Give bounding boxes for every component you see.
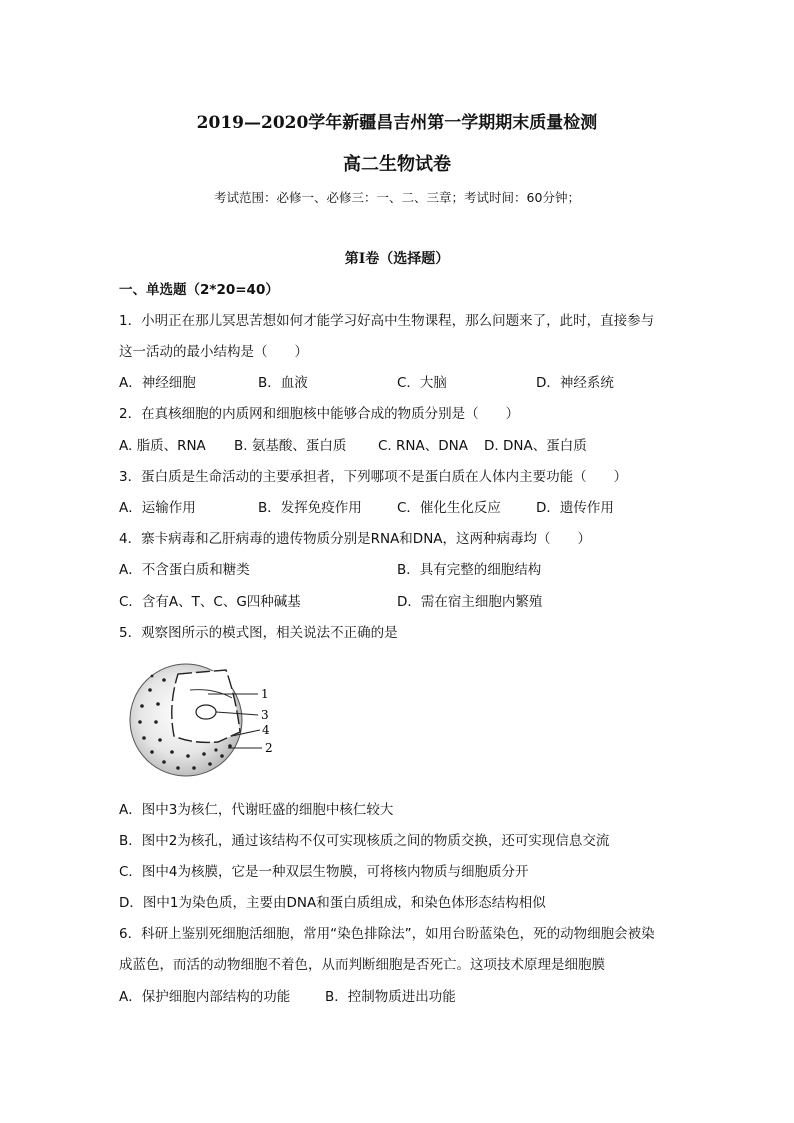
question-2-option-c: C. RNA、DNA (378, 438, 468, 454)
question-2-option-d: D. DNA、蛋白质 (484, 438, 587, 454)
exam-title: 2019—2020学年新疆昌吉州第一学期期末质量检测 (196, 113, 598, 133)
question-5-stem: 5．观察图所示的模式图，相关说法不正确的是 (119, 625, 398, 641)
question-6-stem-line-1: 6．科研上鉴别死细胞活细胞，常用“染色排除法”，如用台盼蓝染色，死的动物细胞会被染 (119, 926, 655, 942)
question-2-stem: 2．在真核细胞的内质网和细胞核中能够合成的物质分别是（ ） (119, 406, 520, 422)
section-title: 一、单选题（2*20=40） (119, 282, 279, 298)
question-3-option-b: B．发挥免疫作用 (258, 500, 362, 516)
question-6-option-b: B．控制物质进出功能 (325, 989, 456, 1005)
nucleus-diagram (128, 660, 288, 780)
exam-info: 考试范围：必修一、必修三：一、二、三章；考试时间：60分钟； (214, 190, 580, 205)
question-4-option-b: B．具有完整的细胞结构 (397, 562, 542, 578)
label-1: 1 (261, 687, 269, 701)
question-5-option-a: A．图中3为核仁，代谢旺盛的细胞中核仁较大 (119, 802, 394, 818)
question-1-option-a: A．神经细胞 (119, 375, 196, 391)
exam-subtitle: 高二生物试卷 (343, 154, 451, 175)
question-5-option-d: D．图中1为染色质，主要由DNA和蛋白质组成，和染色体形态结构相似 (119, 895, 546, 911)
question-5-option-b: B．图中2为核孔，通过该结构不仅可实现核质之间的物质交换，还可实现信息交流 (119, 833, 610, 849)
question-3-option-a: A．运输作用 (119, 500, 196, 516)
question-6-stem-line-2: 成蓝色，而活的动物细胞不着色，从而判断细胞是否死亡。这项技术原理是细胞膜 (119, 957, 605, 973)
question-1-option-b: B．血液 (258, 375, 308, 391)
question-5-option-c: C．图中4为核膜，它是一种双层生物膜，可将核内物质与细胞质分开 (119, 864, 529, 880)
question-1-option-c: C．大脑 (397, 375, 447, 391)
question-4-option-c: C．含有A、T、C、G四种碱基 (119, 594, 301, 610)
question-2-option-b: B. 氨基酸、蛋白质 (234, 438, 347, 454)
label-4: 4 (262, 723, 270, 737)
question-4-stem: 4．寨卡病毒和乙肝病毒的遗传物质分别是RNA和DNA，这两种病毒均（ ） (119, 531, 592, 547)
label-2: 2 (265, 741, 273, 755)
part-title: 第Ⅰ卷（选择题） (344, 251, 450, 267)
question-3-option-c: C．催化生化反应 (397, 500, 501, 516)
question-4-option-d: D．需在宿主细胞内繁殖 (397, 594, 543, 610)
question-1-stem-line-2: 这一活动的最小结构是（ ） (119, 344, 308, 360)
question-6-option-a: A．保护细胞内部结构的功能 (119, 989, 291, 1005)
label-3: 3 (261, 708, 269, 722)
nucleolus (196, 705, 216, 719)
question-3-option-d: D．遗传作用 (536, 500, 614, 516)
question-1-stem-line-1: 1．小明正在那儿冥思苦想如何才能学习好高中生物课程，那么问题来了，此时，直接参与 (119, 313, 655, 329)
question-4-option-a: A．不含蛋白质和糖类 (119, 562, 250, 578)
question-1-option-d: D．神经系统 (536, 375, 614, 391)
question-3-stem: 3．蛋白质是生命活动的主要承担者，下列哪项不是蛋白质在人体内主要功能（ ） (119, 469, 628, 485)
question-2-option-a: A. 脂质、RNA (119, 438, 206, 454)
